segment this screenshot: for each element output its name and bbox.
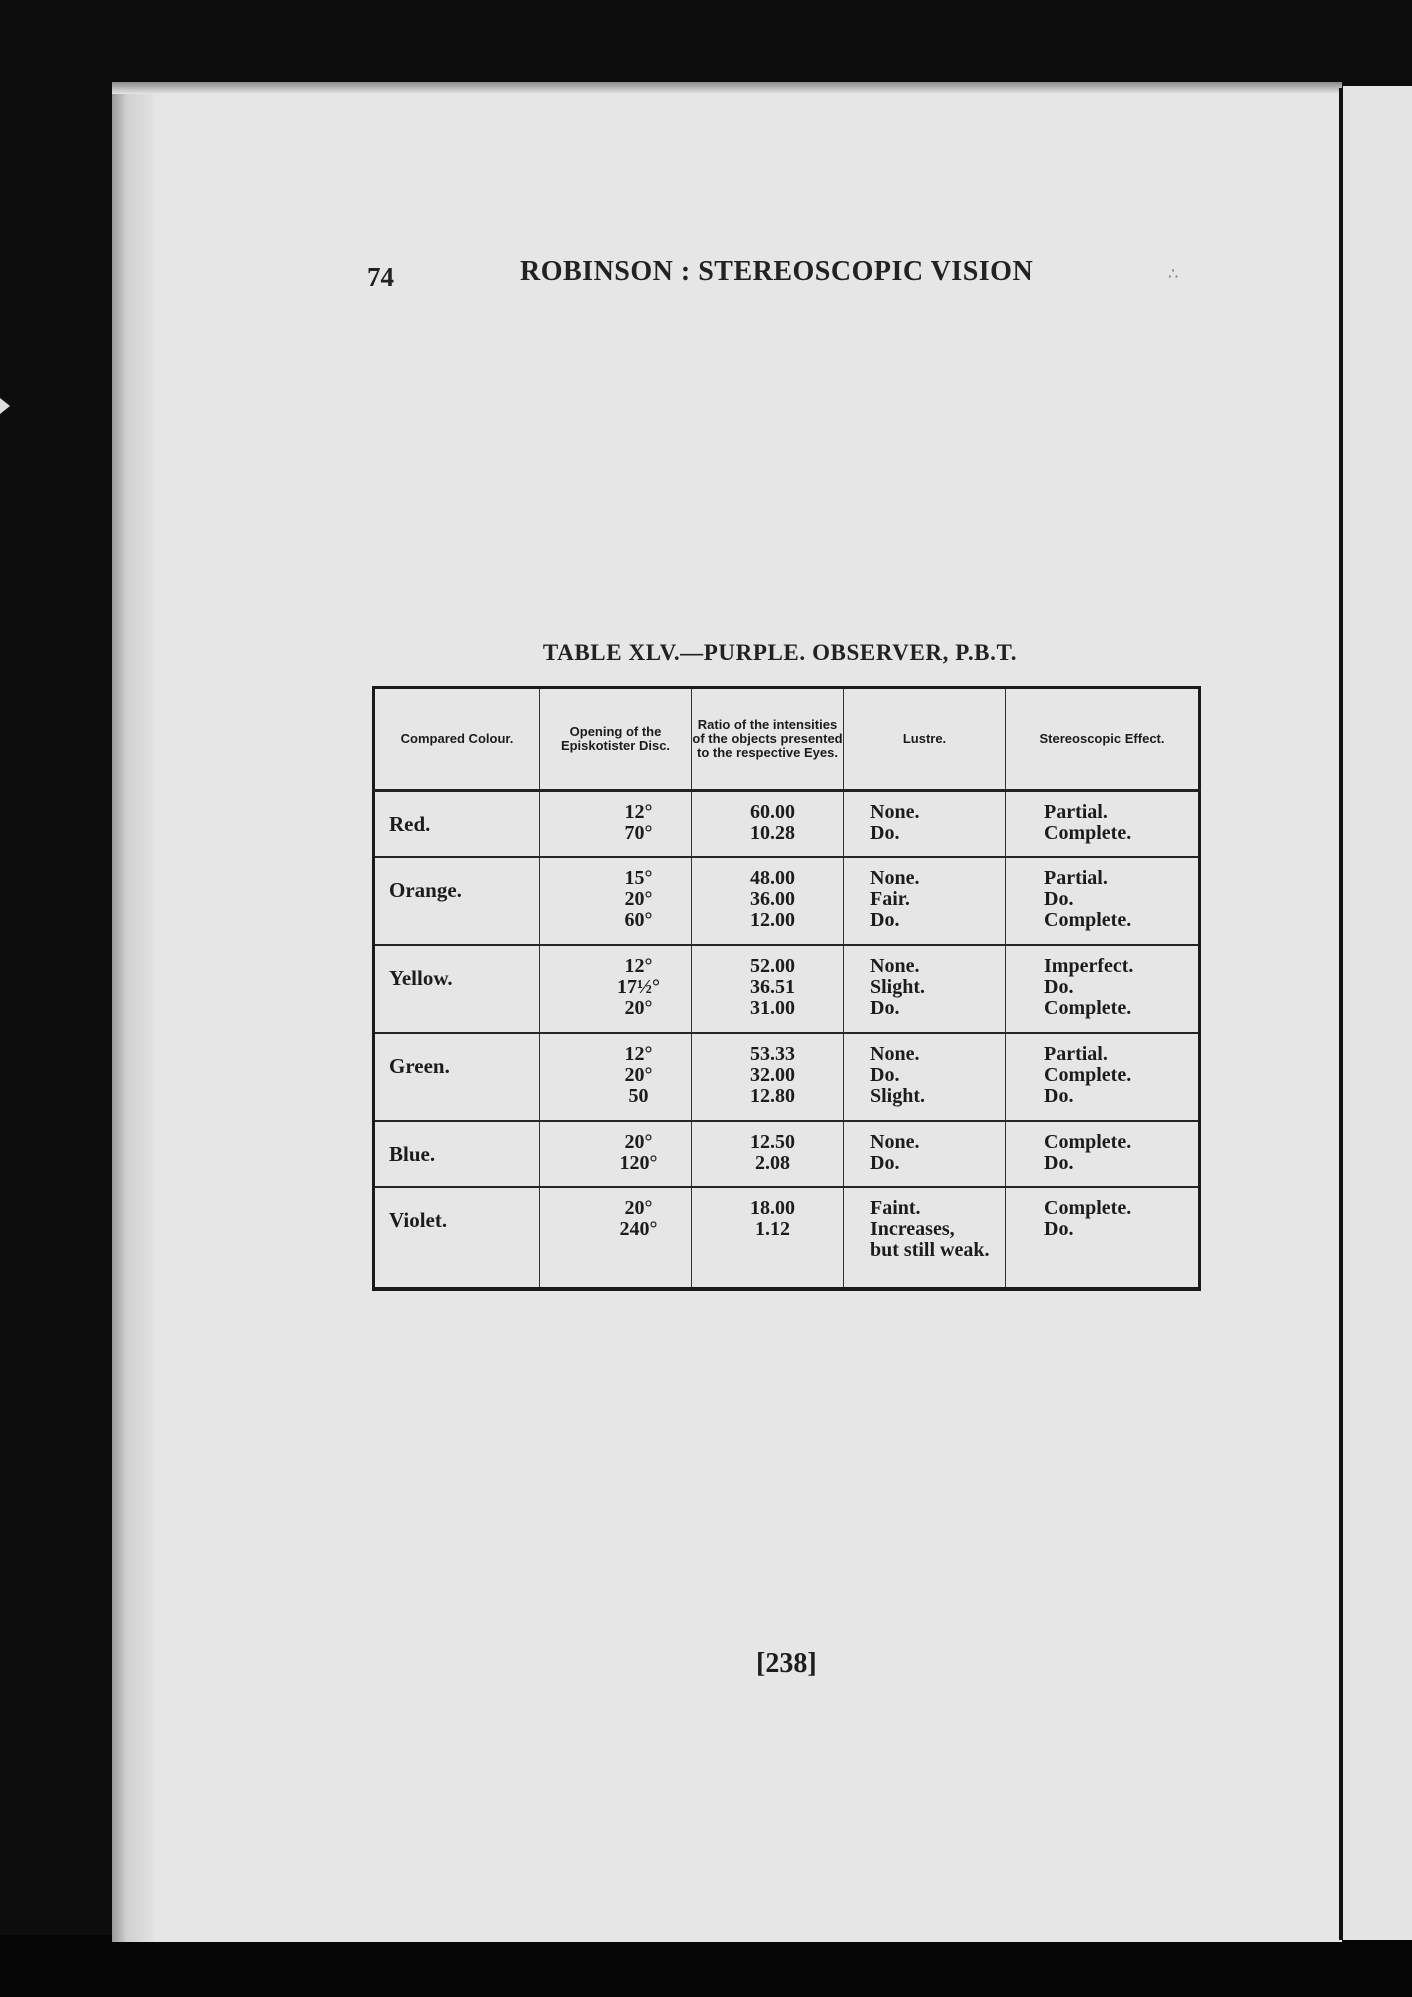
lustre-value: Do. — [870, 822, 900, 844]
ratio-value: 12.80 — [750, 1084, 795, 1107]
cell-lustre — [844, 1121, 1006, 1187]
ratio-value: 36.51 — [750, 975, 795, 998]
cell-lustre — [844, 1033, 1006, 1121]
col-header-colour: Compared Colour. — [374, 688, 540, 791]
ratio-value: 32.00 — [750, 1063, 795, 1086]
cell-effect — [1006, 1187, 1200, 1289]
opening-value: 20° — [624, 887, 653, 910]
opening-value: 20° — [624, 996, 653, 1019]
lustre-value: Increases, — [870, 1217, 955, 1240]
cell-effect — [1006, 945, 1200, 1033]
cell-opening — [540, 1033, 692, 1121]
ratio-value: 12.00 — [750, 908, 795, 931]
lustre-value: Do. — [870, 996, 900, 1019]
opening-value: 60° — [624, 908, 653, 931]
opening-value: 20° — [624, 1063, 653, 1086]
cell-ratio — [692, 857, 844, 945]
col-header-lustre: Lustre. — [844, 688, 1006, 791]
table-header-row — [374, 688, 1200, 791]
cell-lustre — [844, 857, 1006, 945]
cell-ratio — [692, 1187, 844, 1289]
cell-colour: Orange. — [374, 857, 540, 945]
cell-colour: Red. — [374, 791, 540, 857]
cell-opening — [540, 791, 692, 857]
lustre-value: Fair. — [870, 887, 910, 910]
cell-ratio — [692, 945, 844, 1033]
results-table — [372, 686, 1201, 1291]
lustre-value: Do. — [870, 908, 900, 931]
effect-value: Complete. — [1044, 908, 1132, 931]
cell-effect — [1006, 1121, 1200, 1187]
cell-opening — [540, 945, 692, 1033]
col-header-ratio: Ratio of the intensities of the objects presented to the respective Eyes. — [692, 688, 844, 791]
table-row — [374, 791, 1200, 857]
lustre-value: Slight. — [870, 975, 926, 998]
effect-value: Do. — [1044, 1151, 1074, 1174]
running-head: ROBINSON : STEREOSCOPIC VISION — [520, 256, 1034, 287]
ratio-value: 31.00 — [750, 996, 795, 1019]
lustre-value: None. — [870, 1130, 920, 1153]
col-header-opening: Opening of the Episkotister Disc. — [540, 688, 692, 791]
opening-value: 12° — [624, 954, 653, 977]
scan-background — [0, 1935, 1412, 1997]
effect-value: Partial. — [1044, 1042, 1108, 1065]
table-row — [374, 857, 1200, 945]
opening-value: 120° — [619, 1151, 658, 1174]
page-number: 74 — [367, 262, 394, 292]
ratio-value: 2.08 — [755, 1151, 790, 1174]
effect-value: Complete. — [1044, 1063, 1132, 1086]
opening-value: 70° — [624, 822, 653, 844]
effect-value: Complete. — [1044, 822, 1132, 844]
page-gutter-shadow — [112, 82, 154, 1942]
effect-value: Do. — [1044, 1217, 1074, 1240]
ratio-value: 10.28 — [750, 822, 795, 844]
lustre-value: None. — [870, 866, 920, 889]
lustre-value: None. — [870, 801, 920, 823]
cell-lustre — [844, 1187, 1006, 1289]
cell-colour: Green. — [374, 1033, 540, 1121]
lustre-value: but still weak. — [870, 1238, 990, 1261]
table-caption: TABLE XLV.—PURPLE. OBSERVER, P.B.T. — [542, 640, 1018, 665]
table-row — [374, 1121, 1200, 1187]
opening-value: 12° — [624, 1042, 653, 1065]
col-header-effect: Stereoscopic Effect. — [1006, 688, 1200, 791]
effect-value: Partial. — [1044, 801, 1108, 823]
opening-value: 240° — [619, 1217, 658, 1240]
opening-value: 20° — [624, 1196, 653, 1219]
ratio-value: 48.00 — [750, 866, 795, 889]
ratio-value: 18.00 — [750, 1196, 795, 1219]
effect-value: Do. — [1044, 975, 1074, 998]
ink-smudge-icon: ∴ — [1168, 266, 1179, 283]
cell-colour: Blue. — [374, 1121, 540, 1187]
opening-value: 15° — [624, 866, 653, 889]
opening-value: 17½° — [617, 975, 660, 998]
ratio-value: 12.50 — [750, 1130, 795, 1153]
effect-value: Partial. — [1044, 866, 1108, 889]
scan-marker-icon — [0, 398, 10, 414]
opening-value: 50 — [628, 1084, 649, 1107]
effect-value: Do. — [1044, 887, 1074, 910]
lustre-value: Do. — [870, 1151, 900, 1174]
effect-value: Do. — [1044, 1084, 1074, 1107]
table-row — [374, 1187, 1200, 1289]
table-body — [374, 791, 1200, 1289]
cell-colour: Violet. — [374, 1187, 540, 1289]
cell-ratio — [692, 791, 844, 857]
cell-lustre — [844, 945, 1006, 1033]
ratio-value: 52.00 — [750, 954, 795, 977]
opening-value: 12° — [624, 801, 653, 823]
lustre-value: Faint. — [870, 1196, 921, 1219]
cell-ratio — [692, 1033, 844, 1121]
table-row — [374, 1033, 1200, 1121]
ratio-value: 36.00 — [750, 887, 795, 910]
cell-opening — [540, 857, 692, 945]
effect-value: Complete. — [1044, 1130, 1132, 1153]
table-row — [374, 945, 1200, 1033]
opening-value: 20° — [624, 1130, 653, 1153]
effect-value: Complete. — [1044, 996, 1132, 1019]
lustre-value: None. — [870, 954, 920, 977]
lustre-value: None. — [870, 1042, 920, 1065]
effect-value: Imperfect. — [1044, 954, 1134, 977]
cell-effect — [1006, 791, 1200, 857]
ratio-value: 60.00 — [750, 801, 795, 823]
facing-page-edge — [1343, 86, 1412, 1940]
cell-effect — [1006, 1033, 1200, 1121]
cell-effect — [1006, 857, 1200, 945]
ratio-value: 1.12 — [755, 1217, 790, 1240]
effect-value: Complete. — [1044, 1196, 1132, 1219]
cell-ratio — [692, 1121, 844, 1187]
cell-opening — [540, 1121, 692, 1187]
page-top-shadow — [112, 82, 1342, 94]
cell-opening — [540, 1187, 692, 1289]
cell-colour: Yellow. — [374, 945, 540, 1033]
cell-lustre — [844, 791, 1006, 857]
lustre-value: Slight. — [870, 1084, 926, 1107]
lustre-value: Do. — [870, 1063, 900, 1086]
page-footer: [238] — [756, 1648, 817, 1679]
ratio-value: 53.33 — [750, 1042, 795, 1065]
